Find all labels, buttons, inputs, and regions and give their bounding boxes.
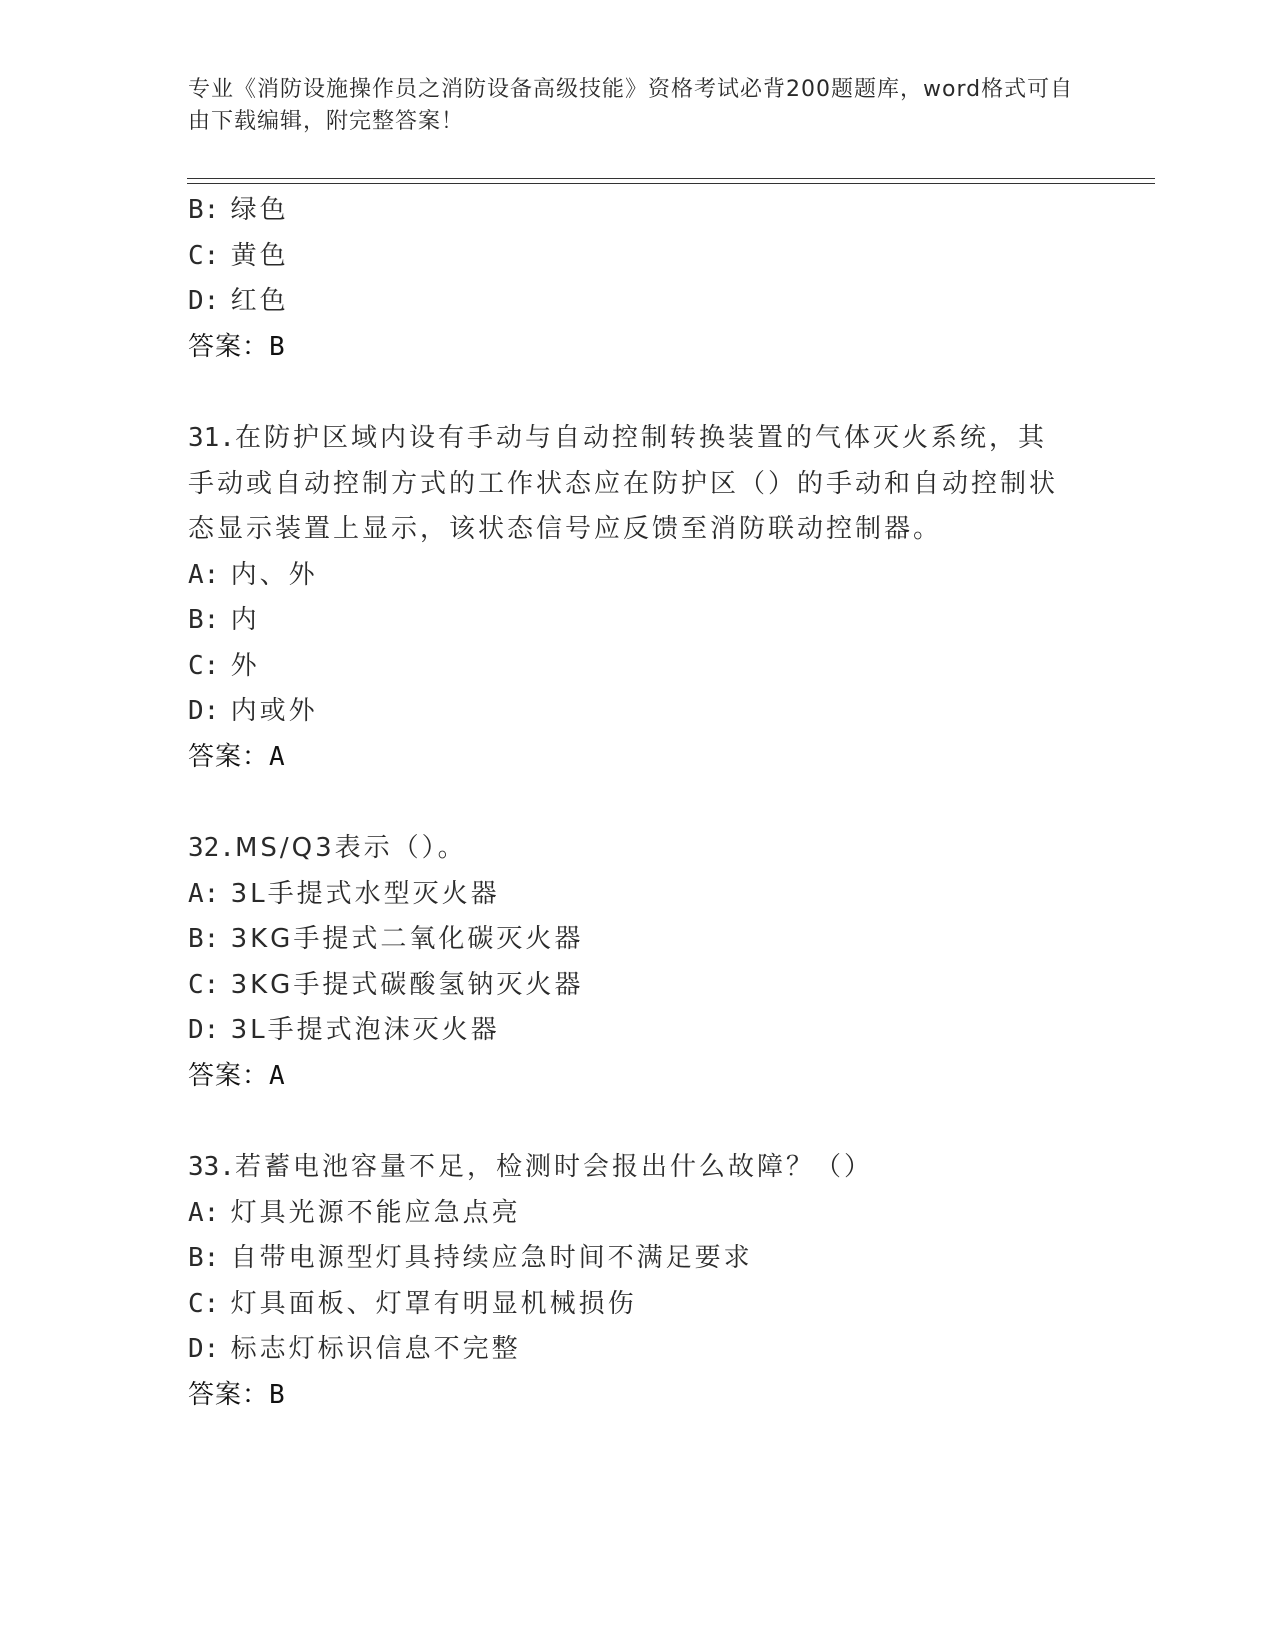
answer-line — [188, 1373, 1088, 1419]
question-text — [188, 826, 1068, 872]
answer-line — [188, 735, 1088, 781]
header-divider-top — [187, 178, 1155, 179]
option-text: 内、外 — [230, 559, 318, 590]
answer-label: 答案： — [188, 1379, 270, 1410]
answer-value: B — [269, 331, 286, 362]
option-b — [188, 188, 1088, 234]
option-letter: C: — [188, 1288, 220, 1319]
option-text: 黄色 — [230, 240, 289, 271]
option-text: 标志灯标识信息不完整 — [230, 1334, 521, 1364]
option-d — [188, 689, 1088, 735]
question-33 — [188, 1145, 1088, 1418]
option-text: 3KG手提式二氧化碳灭火器 — [230, 924, 584, 954]
option-letter: B: — [188, 605, 220, 635]
header-divider-bottom — [187, 183, 1155, 184]
option-text: 自带电源型灯具持续应急时间不满足要求 — [230, 1243, 753, 1273]
option-text: 灯具面板、灯罩有明显机械损伤 — [230, 1288, 637, 1319]
option-letter: C: — [188, 650, 220, 681]
answer-value: A — [269, 1060, 286, 1091]
option-d — [188, 279, 1088, 325]
option-text: 3L手提式水型灭火器 — [230, 878, 500, 909]
option-text: 红色 — [230, 286, 289, 316]
question-31 — [188, 416, 1088, 780]
option-d — [188, 1327, 1088, 1373]
option-letter: A: — [188, 878, 220, 909]
option-b — [188, 598, 1088, 644]
option-a — [188, 553, 1088, 599]
question-text — [188, 1145, 1068, 1191]
option-text: 3L手提式泡沫灭火器 — [230, 1015, 500, 1045]
option-letter: B: — [188, 924, 220, 954]
question-number: 32. — [188, 833, 235, 863]
option-text: 内或外 — [230, 696, 318, 726]
answer-label: 答案： — [188, 331, 270, 362]
answer-label: 答案： — [188, 741, 270, 772]
question-number: 33. — [188, 1152, 235, 1182]
answer-line — [188, 325, 1088, 371]
option-text: 外 — [230, 650, 260, 681]
header-text: 专业《消防设施操作员之消防设备高级技能》资格考试必背200题题库，word格式可自由下载编辑，附完整答案！ — [188, 77, 1074, 134]
document-header — [188, 74, 1088, 138]
option-letter: C: — [188, 240, 220, 271]
question-32 — [188, 826, 1088, 1099]
option-text: 3KG手提式碳酸氢钠灭火器 — [230, 969, 584, 1000]
option-b — [188, 917, 1088, 963]
option-c — [188, 644, 1088, 690]
option-a — [188, 1191, 1088, 1237]
option-letter: A: — [188, 1197, 220, 1228]
question-body: 若蓄电池容量不足，检测时会报出什么故障？（） — [234, 1152, 873, 1182]
question-body: 在防护区域内设有手动与自动控制转换装置的气体灭火系统，其手动或自动控制方式的工作状态应在防护区（）的手动和自动控制状态显示装置上显示，该状态信号应反馈至消防联动控制器。 — [188, 423, 1059, 544]
answer-value: A — [269, 741, 286, 772]
option-letter: D: — [188, 1334, 220, 1364]
option-text: 灯具光源不能应急点亮 — [230, 1197, 521, 1228]
answer-label: 答案： — [188, 1060, 270, 1091]
prev-question-block — [188, 188, 1088, 370]
option-letter: A: — [188, 559, 220, 590]
answer-value: B — [269, 1379, 286, 1410]
option-b — [188, 1236, 1088, 1282]
option-a — [188, 872, 1088, 918]
question-content — [188, 188, 1088, 1418]
option-c — [188, 1282, 1088, 1328]
option-letter: B: — [188, 1243, 220, 1273]
option-letter: D: — [188, 696, 220, 726]
option-c — [188, 963, 1088, 1009]
option-letter: B: — [188, 195, 220, 225]
option-d — [188, 1008, 1088, 1054]
question-body: MS/Q3表示（）。 — [234, 833, 467, 863]
option-text: 内 — [230, 605, 260, 635]
question-text — [188, 416, 1068, 553]
answer-line — [188, 1054, 1088, 1100]
question-number: 31. — [188, 423, 235, 453]
option-letter: D: — [188, 1015, 220, 1045]
option-text: 绿色 — [230, 195, 289, 225]
option-letter: D: — [188, 286, 220, 316]
option-c — [188, 234, 1088, 280]
option-letter: C: — [188, 969, 220, 1000]
